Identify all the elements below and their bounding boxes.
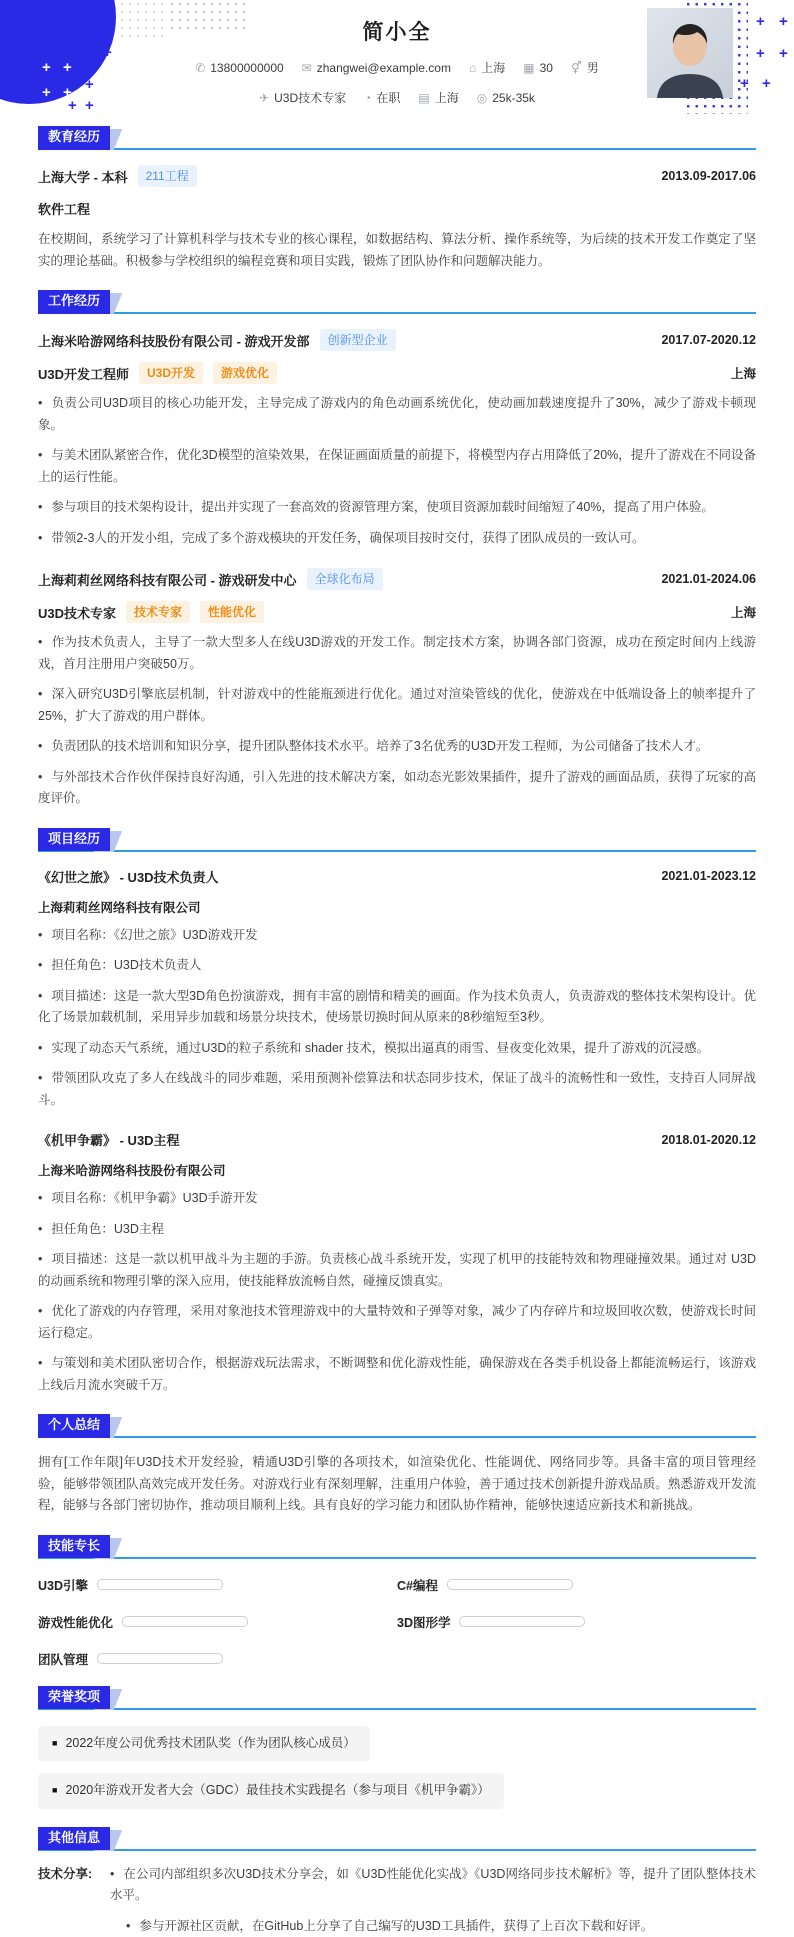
job-role-row xyxy=(38,601,756,623)
project-company: 上海莉莉丝网络科技有限公司 xyxy=(38,898,756,916)
skill-progress-bar xyxy=(459,1616,585,1627)
project-entry xyxy=(38,867,756,1112)
skill-item xyxy=(38,1613,397,1631)
education-entry-row xyxy=(38,165,756,187)
skill-progress-bar xyxy=(97,1579,223,1590)
other-info-bullets xyxy=(110,1864,756,1937)
company-name: 上海米哈游网络科技股份有限公司 - 游戏开发部 xyxy=(38,331,310,350)
section-header xyxy=(38,1414,756,1438)
age-value: 30 xyxy=(540,61,553,75)
contact-row-2 xyxy=(0,89,794,106)
school-tag: 211工程 xyxy=(138,165,197,187)
major-name: 软件工程 xyxy=(38,199,756,218)
salary-icon: ◎ xyxy=(477,91,487,105)
project-bullet: • 优化了游戏的内存管理，采用对象池技术管理游戏中的大量特效和子弹等对象，减少了内存碎片和垃圾回收次数，使游戏长时间运行稳定。 xyxy=(38,1301,756,1344)
status-item xyxy=(364,89,400,106)
project-company: 上海米哈游网络科技股份有限公司 xyxy=(38,1161,756,1179)
section-other xyxy=(38,1827,756,1937)
skill-progress-bar xyxy=(447,1579,573,1590)
other-bullet: • 在公司内部组织多次U3D技术分享会，如《U3D性能优化实战》《U3D网络同步技术解析》等，提升了团队整体技术水平。 xyxy=(110,1864,756,1907)
section-title-badge: 个人总结 xyxy=(38,1414,110,1438)
school-name: 上海大学 - 本科 xyxy=(38,167,128,186)
skill-item xyxy=(38,1650,397,1668)
project-bullet: • 与策划和美术团队密切合作，根据游戏玩法需求，不断调整和优化游戏性能，确保游戏在各类手机设备上都能流畅运行，该游戏上线后月流水突破千万。 xyxy=(38,1353,756,1396)
skill-label: U3D引擎 xyxy=(38,1576,88,1594)
section-title-badge: 项目经历 xyxy=(38,828,110,852)
job-role-row xyxy=(38,362,756,384)
project-bullet: • 实现了动态天气系统，通过U3D的粒子系统和 shader 技术，模拟出逼真的雨雪、昼夜变化效果，提升了游戏的沉浸感。 xyxy=(38,1038,756,1060)
role-tag: 性能优化 xyxy=(200,601,264,623)
education-description: 在校期间，系统学习了计算机科学与技术专业的核心课程，如数据结构、算法分析、操作系统等，为后续的技术开发工作奠定了坚实的理论基础。积极参与学校组织的编程竞赛和项目实践，锻炼了团队协作和问题解决能力。 xyxy=(38,229,756,272)
skill-label: 游戏性能优化 xyxy=(38,1613,113,1631)
status-icon: ◔ xyxy=(364,91,371,105)
honor-item: ■ 2020年游戏开发者大会（GDC）最佳技术实践提名（参与项目《机甲争霸》） xyxy=(38,1773,504,1809)
section-honors xyxy=(38,1686,756,1809)
job-bullet: • 与外部技术合作伙伴保持良好沟通，引入先进的技术解决方案，如动态光影效果插件，提升了游戏的画面品质，获得了玩家的高度评价。 xyxy=(38,767,756,810)
company-tag: 创新型企业 xyxy=(320,329,396,351)
skill-label: C#编程 xyxy=(397,1576,438,1594)
section-education xyxy=(38,126,756,272)
salary-item xyxy=(477,91,535,105)
gender-value: 男 xyxy=(587,59,599,76)
job-bullet: • 负责团队的技术培训和知识分享，提升团队整体技术水平。培养了3名优秀的U3D开发工程师，为公司储备了技术人才。 xyxy=(38,736,756,758)
paper-plane-icon: ✈ xyxy=(259,91,269,105)
project-bullet: • 项目描述：这是一款以机甲战斗为主题的手游。负责核心战斗系统开发，实现了机甲的技能特效和物理碰撞效果。通过对 U3D 的动画系统和物理引擎的深入应用，使技能释放流畅自然，碰撞反馈真实。 xyxy=(38,1249,756,1292)
phone-icon: ✆ xyxy=(195,61,205,75)
section-summary xyxy=(38,1414,756,1517)
job-entry xyxy=(38,329,756,549)
age-icon: ▦ xyxy=(523,61,534,75)
project-title-row xyxy=(38,1130,756,1149)
project-title: 《幻世之旅》 - U3D技术负责人 xyxy=(38,867,219,886)
section-header xyxy=(38,828,756,852)
project-entry xyxy=(38,1130,756,1396)
section-title-badge: 教育经历 xyxy=(38,126,110,150)
job-location: 上海 xyxy=(731,364,756,382)
project-date: 2018.01-2020.12 xyxy=(661,1133,756,1147)
city-item xyxy=(418,89,458,106)
email-value: zhangwei@example.com xyxy=(317,61,451,75)
mail-icon: ✉ xyxy=(302,61,312,75)
gender-item xyxy=(571,59,599,76)
skill-item xyxy=(397,1576,756,1594)
skill-label: 团队管理 xyxy=(38,1650,88,1668)
job-location: 上海 xyxy=(731,603,756,621)
project-title-row xyxy=(38,867,756,886)
section-projects xyxy=(38,828,756,1397)
email-item xyxy=(302,61,451,75)
section-title-badge: 技能专长 xyxy=(38,1535,110,1559)
phone-value: 13800000000 xyxy=(210,61,283,75)
location-value: 上海 xyxy=(481,59,505,76)
section-header xyxy=(38,1686,756,1710)
section-header xyxy=(38,126,756,150)
city-icon: ▤ xyxy=(418,91,429,105)
job-company-row xyxy=(38,329,756,351)
location-item xyxy=(469,59,505,76)
skill-item xyxy=(397,1613,756,1631)
project-bullet: • 带领团队攻克了多人在线战斗的同步难题，采用预测补偿算法和状态同步技术，保证了战斗的流畅性和一致性，支持百人同屏战斗。 xyxy=(38,1068,756,1111)
home-icon: ⌂ xyxy=(469,61,476,75)
job-bullet: • 作为技术负责人，主导了一款大型多人在线U3D游戏的开发工作。制定技术方案，协调各部门资源，成功在预定时间内上线游戏，首月注册用户突破50万。 xyxy=(38,632,756,675)
project-date: 2021.01-2023.12 xyxy=(661,869,756,883)
status-value: 在职 xyxy=(376,89,400,106)
other-info-row xyxy=(38,1864,756,1937)
role-tag: 技术专家 xyxy=(126,601,190,623)
section-title-badge: 荣誉奖项 xyxy=(38,1686,110,1710)
age-item xyxy=(523,61,553,75)
job-company-row xyxy=(38,568,756,590)
job-title-item xyxy=(259,89,346,106)
project-title: 《机甲争霸》 - U3D主程 xyxy=(38,1130,180,1149)
job-role: U3D开发工程师 xyxy=(38,364,129,383)
city-value: 上海 xyxy=(435,89,459,106)
section-title-badge: 其他信息 xyxy=(38,1827,110,1851)
summary-text: 拥有[工作年限]年U3D技术开发经验，精通U3D引擎的各项技术，如渲染优化、性能调优、网络同步等。具备丰富的项目管理经验，能够带领团队高效完成开发任务。对游戏行业有深刻理解，注重用户体验，善于通过技术创新提升游戏品质。熟悉游戏开发流程，能够与各部门密切协作，推动项目顺利上线。具有良好的学习能力和团队协作精神，能够快速适应新技术和新挑战。 xyxy=(38,1452,756,1517)
project-bullet: • 担任角色：U3D技术负责人 xyxy=(38,955,756,977)
job-bullet: • 负责公司U3D项目的核心功能开发，主导完成了游戏内的角色动画系统优化，使动画加载速度提升了30%，减少了游戏卡顿现象。 xyxy=(38,393,756,436)
job-bullet: • 深入研究U3D引擎底层机制，针对游戏中的性能瓶颈进行优化。通过对渲染管线的优化，使游戏在中低端设备上的帧率提升了25%，扩大了游戏的用户群体。 xyxy=(38,684,756,727)
skill-progress-bar xyxy=(122,1616,248,1627)
job-bullet: • 参与项目的技术架构设计，提出并实现了一套高效的资源管理方案，使项目资源加载时间缩短了40%，提高了用户体验。 xyxy=(38,497,756,519)
candidate-name: 简小全 xyxy=(0,16,794,46)
education-date: 2013.09-2017.06 xyxy=(661,169,756,183)
role-tag: 游戏优化 xyxy=(213,362,277,384)
company-tag: 全球化布局 xyxy=(307,568,383,590)
section-title-badge: 工作经历 xyxy=(38,290,110,314)
other-info-label: 技术分享: xyxy=(38,1864,110,1937)
project-bullet: • 担任角色：U3D主程 xyxy=(38,1219,756,1241)
skills-grid xyxy=(38,1576,756,1668)
job-entry xyxy=(38,568,756,810)
project-bullet: • 项目名称：《机甲争霸》U3D手游开发 xyxy=(38,1188,756,1210)
job-bullet: • 带领2-3人的开发小组，完成了多个游戏模块的开发任务，确保项目按时交付，获得了团队成员的一致认可。 xyxy=(38,528,756,550)
gender-icon: ⚥ xyxy=(571,61,582,75)
job-date: 2021.01-2024.06 xyxy=(661,572,756,586)
project-bullet: • 项目名称：《幻世之旅》U3D游戏开发 xyxy=(38,925,756,947)
section-skills xyxy=(38,1535,756,1668)
contact-row-1 xyxy=(0,59,794,76)
phone-item xyxy=(195,61,283,75)
section-work xyxy=(38,290,756,810)
company-name: 上海莉莉丝网络科技有限公司 - 游戏研发中心 xyxy=(38,570,297,589)
job-role: U3D技术专家 xyxy=(38,603,116,622)
section-header xyxy=(38,1827,756,1851)
job-title-value: U3D技术专家 xyxy=(274,89,346,106)
honor-item: ■ 2022年度公司优秀技术团队奖（作为团队核心成员） xyxy=(38,1726,370,1762)
project-bullet: • 项目描述：这是一款大型3D角色扮演游戏，拥有丰富的剧情和精美的画面。作为技术负责人，负责游戏的整体技术架构设计。优化了场景加载机制，采用异步加载和场景分块技术，使场景切换时间从原来的8秒缩短至3秒。 xyxy=(38,986,756,1029)
other-bullet: • 参与开源社区贡献，在GitHub上分享了自己编写的U3D工具插件，获得了上百次下载和好评。 xyxy=(126,1916,756,1937)
resume-header xyxy=(0,0,794,108)
salary-value: 25k-35k xyxy=(492,91,535,105)
skill-progress-bar xyxy=(97,1653,223,1664)
job-bullet: • 与美术团队紧密合作，优化3D模型的渲染效果，在保证画面质量的前提下，将模型内存占用降低了20%，提升了游戏在不同设备上的运行性能。 xyxy=(38,445,756,488)
skill-item xyxy=(38,1576,397,1594)
section-header xyxy=(38,1535,756,1559)
job-date: 2017.07-2020.12 xyxy=(661,333,756,347)
role-tag: U3D开发 xyxy=(139,362,203,384)
section-header xyxy=(38,290,756,314)
skill-label: 3D图形学 xyxy=(397,1613,450,1631)
